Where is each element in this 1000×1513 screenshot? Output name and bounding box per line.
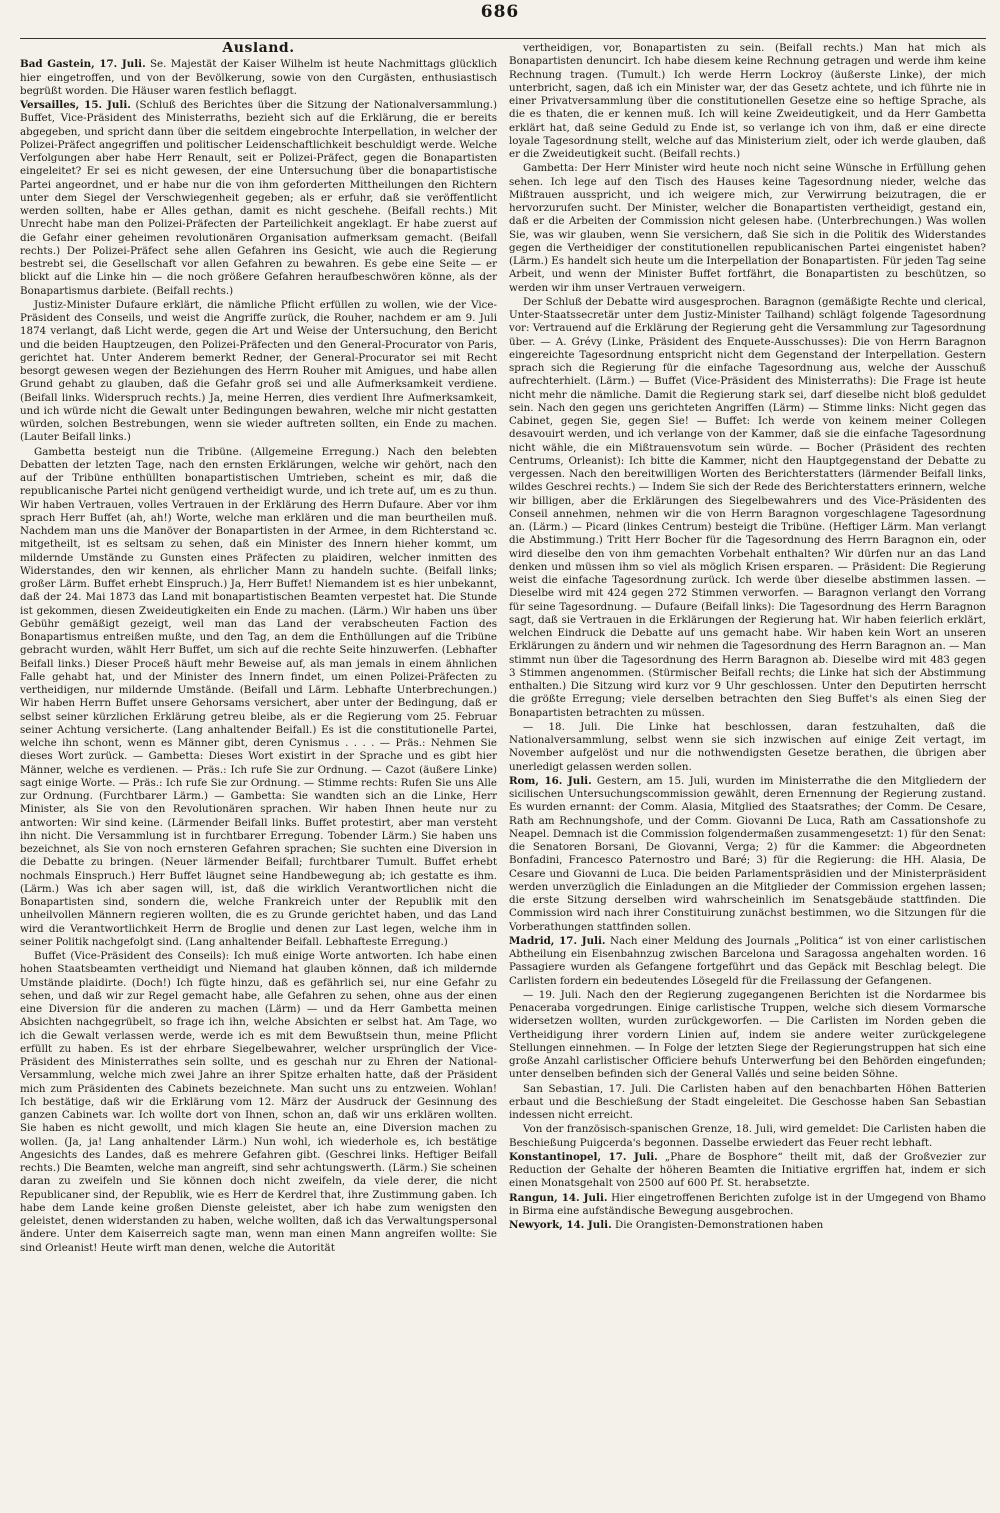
paragraph-text: Die Orangisten-Demonstrationen haben (614, 1219, 824, 1231)
paragraph-text: — 18. Juli. Die Linke hat beschlossen, daran festzuhalten, daß die Nationalversammlung, selbst wenn sie sich inzwischen auf einige Zeit vertagt, im November aufgelöst und nur die nothwendigsten Gesetze berathen, die übrigen aber unerledigt gelassen werden sollen. (509, 720, 986, 773)
dateline: Newyork, 14. Juli. (509, 1219, 612, 1231)
article-paragraph (509, 935, 986, 988)
paragraph-text: vertheidigen, vor, Bonapartisten zu sein. (Beifall rechts.) Man hat mich als Bonapartisten denuncirt. Ich habe diesem keine Rechnung getragen und werde ihm keine Rechnung tragen. (Tumult.) Ich werde Herrn Lockroy (äußerste Linke), der mich unterbricht, sagen, daß ich ein Minister war, der das Gesetz achtete, und ich führte nie in einer Privatversammlung über die constitutionellen Gesetze eine so heftige Sprache, als die es thaten, die er kennen muß. Ich will keine Zweideutigkeit, und da Herr Gambetta erklärt hat, daß seine Geduld zu Ende ist, so verlange ich von ihm, daß er eine directe loyale Tagesordnung stellt, welche auf das Ministerium zielt, oder ich werde glauben, daß er die Zweideutigkeit sucht. (Beifall rechts.) (509, 42, 986, 160)
paragraph-text: Gambetta besteigt nun die Tribüne. (Allgemeine Erregung.) Nach den belebten Debatten der letzten Tage, nach den ernsten Erklärungen, welche wir gehört, nach den auf der Tribüne enthüllten bonapartistischen Umtrieben, scheint es mir, daß die republicanische Partei nicht genügend vertheidigt wurde, und ich trete auf, um es zu thun. Wir haben Vertrauen, volles Vertrauen in der Erklärung des Herrn Dufaure. Aber vor ihm sprach Herr Buffet (ah, ah!) Worte, welche man erklären und die man beurtheilen muß. Nachdem man uns die Manöver der Bonapartisten in der Armee, in dem Richterstand ꝛc. mitgetheilt, ist es seltsam zu sehen, daß ein Minister des Innern hieher kommt, um mildernde Umstände zu Gunsten eines Präfecten zu plaidiren, welcher inmitten des Widerstandes, den wir kennen, als ehrlicher Mann zu handeln suchte. (Beifall links; großer Lärm. Buffet erhebt Einspruch.) Ja, Herr Buffet! Niemandem ist es hier unbekannt, daß der 24. Mai 1873 das Land mit bonapartistischen Beamten verpestet hat. Die Stunde ist gekommen, diesen Zweideutigkeiten ein Ende zu machen. (Lärm.) Wir haben uns über Gebühr gemäßigt gezeigt, weil man das Land der verabscheuten Faction des Bonapartismus entreißen mußte, und den Tag, an dem die Enthüllungen auf die Tribüne gebracht wurden, wählt Herr Buffet, um sich auf die rechte Seite hinzuwerfen. (Lebhafter Beifall links.) Dieser Proceß häuft mehr Beweise auf, als man jemals in einem ähnlichen Falle gehabt hat, und der Minister des Innern findet, um einen Polizei-Präfecten zu vertheidigen, nur mildernde Umstände. (Beifall und Lärm. Lebhafte Unterbrechungen.) Wir haben Herrn Buffet unsere Gehorsams versichert, aber unter der Bedingung, daß er selbst seiner kürzlichen Erklärung getreu bleibe, als er die Regierung vom 25. Februar seiner Achtung versicherte. (Lang anhaltender Beifall.) Es ist die constitutionelle Partei, welche ihn schont, wenn es Männer gibt, deren Cynismus . . . . — Präs.: Nehmen Sie dieses Wort zurück. — Gambetta: Dieses Wort existirt in der Sprache und es gibt hier Männer, welche es verdienen. — Präs.: Ich rufe Sie zur Ordnung. — Cazot (äußere Linke) sagt einige Worte. — Präs.: Ich rufe Sie zur Ordnung. — Stimme rechts: Rufen Sie uns Alle zur Ordnung. (Furchtbarer Lärm.) — Gambetta: Sie wandten sich an die Linke, Herr Minister, als Sie von den Revolutionären sprachen. Wir haben Ihnen heute nur zu antworten: Wir sind keine. (Lärmender Beifall links. Buffet protestirt, aber man versteht ihn nicht. Die Versammlung ist in furchtbarer Erregung. Tobender Lärm.) Sie haben uns bezeichnet, als Sie von noch ernsteren Gefahren sprachen; Sie suchten eine Diversion in die Debatte zu bringen. (Neuer lärmender Beifall; furchtbarer Tumult. Buffet erhebt nochmals Einspruch.) Herr Buffet läugnet seine Handbewegung ab; ich gestatte es ihm. (Lärm.) Was ich aber sagen will, ist, daß die wirklich Verantwortlichen nicht die Bonapartisten sind, sondern die, welche Frankreich unter der Republik mit den unheilvollen Männern regieren wollten, die es zu Grunde gerichtet haben, und das Land wird die Verantwortlichkeit Herrn de Broglie und denen zur Last legen, welche ihm in seiner Politik nachgefolgt sind. (Lang anhaltender Beifall. Lebhafteste Erregung.) (20, 445, 497, 948)
paragraph-text: Von der französisch-spanischen Grenze, 18. Juli, wird gemeldet: Die Carlisten haben die Beschießung Puigcerda's begonnen. Dasselbe erwiedert das Feuer recht lebhaft. (509, 1123, 986, 1149)
article-paragraph (509, 1151, 986, 1191)
paragraph-text: — 19. Juli. Nach den der Regierung zugegangenen Berichten ist die Nordarmee bis Penaceraba vorgedrungen. Einige carlistische Truppen, welche sich diesem Vormarsche widersetzen wollten, wurden zurückgeworfen. — Die Carlisten im Norden geben die Vertheidigung ihrer vordern Linien auf, indem sie andere weiter zurückgelegene Stellungen einnehmen. — In Folge der letzten Siege der Regierungstruppen hat sich eine große Anzahl carlistischer Officiere behufs Unterwerfung bei den Behörden eingefunden; unter denselben befinden sich der General Vallés und seine beiden Söhne. (509, 988, 986, 1081)
article-paragraph (509, 1083, 986, 1123)
paragraph-text: Gestern, am 15. Juli, wurden im Ministerrathe die den Mitgliedern der sicilischen Untersuchungscommission gewählt, deren Ernennung der Regierung zustand. Es wurden ernannt: der Comm. Alasia, Mitglied des Staatsrathes; der Comm. De Cesare, Rath am Rechnungshofe, und der Comm. Giovanni De Luca, Rath am Cassationshofe zu Neapel. Demnach ist die Commission folgendermaßen zusammengesetzt: 1) für den Senat: die Senatoren Borsani, De Giovanni, Verga; 2) für die Kammer: die Abgeordneten Bonfadini, Francesco Paternostro und Baré; 3) für die Regierung: die HH. Alasia, De Cesare und Giovanni de Luca. Die beiden Parlamentspräsidien und der Ministerpräsident werden unverzüglich die Einladungen an die Mitglieder der Commission ergehen lassen; die erste Sitzung derselben wird wahrscheinlich im Senatsgebäude stattfinden. Die Commission wird nach ihrer Constituirung zunächst bestimmen, wo die Sitzungen für die Vorberathungen stattfinden sollen. (509, 774, 986, 933)
dateline: Rom, 16. Juli. (509, 774, 592, 787)
article-paragraph (509, 1219, 986, 1232)
paragraph-text: Gambetta: Der Herr Minister wird heute noch nicht seine Wünsche in Erfüllung gehen sehen. Ich lege auf den Tisch des Hauses keine Tagesordnung nieder, welche das Mißtrauen ausspricht, und ich weigere mich, zur Verwirrung beizutragen, die er hervorzurufen sucht. Der Minister, welcher die Bonapartisten vertheidigt, gestand ein, daß er die Arbeiten der Commission nicht gelesen habe. (Unterbrechungen.) Was wollen Sie, was wir glauben, wenn Sie versichern, daß Sie sich in die Politik des Widerstandes gegen die Vertheidiger der constitutionellen republicanischen Partei eingenistet haben? (Lärm.) Es handelt sich heute um die Interpellation der Bonapartisten. Für jeden Tag seine Arbeit, und wenn der Minister Buffet fortfährt, die Bonapartisten zu beschützen, so werden wir ihm unser Vertrauen verweigern. (509, 162, 986, 294)
article-paragraph (20, 58, 497, 98)
article-paragraph (20, 299, 497, 445)
paragraph-text: (Schluß des Berichtes über die Sitzung der Nationalversammlung.) Buffet, Vice-Präsident des Ministerraths, bezieht sich auf die Erklärung, die er bereits abgegeben, und spricht dann über die seitdem eingebrochte Interpellation, in welcher der Polizei-Präfect angegriffen und politischer Leidenschaftlichkeit beschuldigt werde. Welche Verfolgungen aber habe Herr Renault, seit er Polizei-Präfect, gegen die Bonapartisten eingeleitet? Er sei es nicht gewesen, der eine Untersuchung über die bonapartistische Partei angeordnet, und er habe nur die von ihm geforderten Mittheilungen den Richtern unter dem Siegel der Verschwiegenheit gegeben; als er erfuhr, daß sie veröffentlicht werden sollten, habe er Alles gethan, damit es nicht geschehe. (Beifall rechts.) Mit Unrecht habe man den Polizei-Präfecten der Parteilichkeit angeklagt. Er habe zuerst auf die Gefahr einer geheimen revolutionären Organisation aufmerksam gemacht. (Beifall rechts.) Der Polizei-Präfect sehe allen Gefahren ins Gesicht, wie auch die Regierung bestrebt sei, die Gesellschaft vor allen Gefahren zu bewahren. Es gebe eine Seite — er blickt auf die Linke hin — die noch größere Gefahren heraufbeschwören könne, als der Bonapartismus darbiete. (Beifall rechts.) (20, 99, 497, 297)
article-paragraph (509, 1123, 986, 1150)
dateline: Versailles, 15. Juli. (20, 99, 131, 111)
article-paragraph (509, 1192, 986, 1219)
article-paragraph (509, 721, 986, 774)
article-paragraph (20, 99, 497, 298)
article-paragraph (20, 950, 497, 1255)
article-paragraph (509, 42, 986, 161)
paragraph-text: San Sebastian, 17. Juli. Die Carlisten haben auf den benachbarten Höhen Batterien erbaut und die Beschießung der Stadt eingeleitet. Die Geschosse haben San Sebastian indessen nicht erreicht. (509, 1082, 986, 1121)
header-rule (20, 38, 986, 39)
paragraph-text: Se. Majestät der Kaiser Wilhelm ist heute Nachmittags glücklich hier eingetroffen, und von der Bevölkerung, sowie von den Curgästen, enthusiastisch begrüßt worden. Die Häuser waren festlich beflaggt. (20, 58, 497, 97)
section-title: Ausland. (222, 42, 295, 56)
article-paragraph (20, 446, 497, 950)
dateline: Bad Gastein, 17. Juli. (20, 58, 146, 71)
paragraph-text: Justiz-Minister Dufaure erklärt, die nämliche Pflicht erfüllen zu wollen, wie der Vice-Präsident des Conseils, und weist die Angriffe zurück, die Rouher, nachdem er am 9. Juli 1874 verlangt, daß Licht werde, gegen die Art und Weise der Untersuchung, den Bericht und die beiden Hauptzeugen, den Polizei-Präfecten und den General-Procurator von Paris, gerichtet hat. Unter Anderem bemerkt Redner, der General-Procurator sei mit Recht besorgt gewesen wegen der Beziehungen des Herrn Rouher mit Amigues, und habe allen Grund gehabt zu glauben, daß die Gefahr groß sei und alle Aufmerksamkeit verdiene. (Beifall links. Widerspruch rechts.) Ja, meine Herren, dies verdient Ihre Aufmerksamkeit, und ich würde nicht die Gewalt unter Bedingungen bewahren, welche mir nicht gestatten würden, solchen Bestrebungen, wenn sie wieder auftreten sollten, ein Ende zu machen. (Lauter Beifall links.) (20, 298, 497, 444)
right-column (509, 42, 986, 1505)
paragraph-text: „Phare de Bosphore“ theilt mit, daß der Großvezier zur Reduction der Gehalte der höheren Beamten die Initiative ergriffen hat, indem er sich einen Monatsgehalt von 2500 auf 600 Pf. St. herabsetzte. (509, 1150, 986, 1190)
dateline: Konstantinopel, 17. Juli. (509, 1150, 658, 1163)
left-column (20, 42, 497, 1505)
paragraph-text: Nach einer Meldung des Journals „Politica“ ist von einer carlistischen Abtheilung ein Eisenbahnzug zwischen Barcelona und Saragossa angehalten worden. 16 Passagiere wurden als Gefangene fortgeführt und das Gepäck mit Beschlag belegt. Die Carlisten fordern ein bedeutendes Lösegeld für die Freilassung der Gefangenen. (509, 934, 986, 987)
paragraph-text: Hier eingetroffenen Berichten zufolge ist in der Umgegend von Bhamo in Birma eine aufständische Bewegung ausgebrochen. (509, 1191, 986, 1217)
article-paragraph (509, 775, 986, 934)
columns (20, 42, 986, 1505)
article-paragraph (509, 162, 986, 295)
dateline: Rangun, 14. Juli. (509, 1191, 608, 1204)
paragraph-text: Buffet (Vice-Präsident des Conseils): Ich muß einige Worte antworten. Ich habe einen hohen Staatsbeamten vertheidigt und Niemand hat glauben können, daß ich mildernde Umstände plaidirte. (Doch!) Ich fügte hinzu, daß es gefährlich sei, nur eine Gefahr zu sehen, und daß wir zur Regel gemacht habe, alle Gefahren zu sehen, ohne aus der einen eine Diversion für die anderen zu machen (Lärm) — und da Herr Gambetta meinen Absichten nachgegrübelt, so frage ich ihn, welche Absichten er selbst hat. Am Tage, wo ich die Gewalt verlassen werde, werde ich es mit dem Bewußtsein thun, meine Pflicht erfüllt zu haben. Es ist der ehrbare Siegelbewahrer, welcher ursprünglich der Vice-Präsident des Ministerrathes sein sollte, und es geschah nur zu Ehren der National-Versammlung, welche mich zwei Jahre an ihrer Spitze erhalten hatte, daß der Präsident mich zum Präsidenten des Cabinets bezeichnete. Man sucht uns zu entzweien. Wohlan! Ich bestätige, daß wir die Erklärung vom 12. März der Ausdruck der Gesinnung des ganzen Cabinets war. Ich wollte dort von Ihnen, schon an, daß wir uns erklären wollten. Sie haben es nicht gewollt, und mich klagen Sie heute an, eine Diversion machen zu wollen. (Ja, ja! Lang anhaltender Lärm.) Nun wohl, ich wiederhole es, ich bestätige Angesichts des Landes, daß es mehrere Gefahren gibt. (Geschrei links. Heftiger Beifall rechts.) Die Beamten, welche man angreift, sind sehr achtungswerth. (Lärm.) Sie scheinen daran zu zweifeln und Sie können doch nicht zweifeln, da viele derer, die nicht Republicaner sind, der Republik, wie es Herr de Kerdrel that, ihre Zustimmung gaben. Ich habe dem Lande keine großen Dienste geleistet, aber ich habe zum wenigsten den geleistet, denen widerstanden zu haben, welche wollten, daß ich das Verwaltungspersonal ändere. Unter dem Kaiserreich sagte man, wenn man einen Mann angreifen wollte: Sie sind Orleanist! Heute wirft man denen, welche die Autorität (20, 950, 497, 1254)
article-paragraph (509, 989, 986, 1082)
article-paragraph (509, 296, 986, 720)
dateline: Madrid, 17. Juli. (509, 934, 606, 947)
paragraph-text: Der Schluß der Debatte wird ausgesprochen. Baragnon (gemäßigte Rechte und clerical, Unter-Staatssecretär unter dem Justiz-Minister Tailhand) schlägt folgende Tagesordnung vor: Vertrauend auf die Erklärung der Regierung geht die Versammlung zur Tagesordnung über. — A. Grévy (Linke, Präsident des Enquete-Ausschusses): Die von Herrn Baragnon eingereichte Tagesordnung entspricht nicht dem Gegenstand der Interpellation. Gestern sprach sich die Regierung für die einfache Tagesordnung aus, welche der Ausschuß aufrechterhielt. (Lärm.) — Buffet (Vice-Präsident des Ministerraths): Die Frage ist heute nicht mehr die nämliche. Damit die Regierung stark sei, darf dieselbe nicht bloß geduldet sein. Nach den gegen uns gerichteten Angriffen (Lärm) — Stimme links: Nicht gegen das Cabinet, gegen Sie, gegen Sie! — Buffet: Ich werde von keinem meiner Collegen desavouirt werden, und ich verlange von der Kammer, daß sie die einfache Tagesordnung nicht wähle, die ein Mißtrauensvotum sein würde. — Bocher (Präsident des rechten Centrums, Orleanist): Ich bitte die Kammer, nicht den Hauptgegenstand der Debatte zu vergessen. Nach den bereitwilligen Worten des Berichterstatters (lärmender Beifall links, wildes Geschrei rechts.) — Indem Sie sich der Rede des Berichterstatters erinnern, welche wir billigen, aber die Erklärungen des Siegelbewahrers und des Vice-Präsidenten des Conseil annehmen, nehmen wir die von Herrn Baragnon vorgeschlagene Tagesordnung an. (Lärm.) — Picard (linkes Centrum) besteigt die Tribüne. (Heftiger Lärm. Man verlangt die Abstimmung.) Tritt Herr Bocher für die Tagesordnung des Herrn Baragnon ein, oder wird dieselbe den von ihm gemachten Vorbehalt enthalten? Wir dürfen nur an das Land denken und müssen ihm so viel als möglich Krisen ersparen. — Präsident: Die Regierung weist die einfache Tagesordnung zurück. Ich werde über dieselbe abstimmen lassen. — Dieselbe wird mit 424 gegen 272 Stimmen verworfen. — Baragnon verlangt den Vorrang für seine Tagesordnung. — Dufaure (Beifall links): Die Tagesordnung des Herrn Baragnon sagt, daß sie Vertrauen in die Erklärungen der Regierung hat. Wir haben feierlich erklärt, welchen Eindruck die Debatte auf uns gemacht habe. Wir haben kein Wort an unseren Erklärungen zu ändern und wir nehmen die Tagesordnung des Herrn Baragnon an. — Man stimmt nun über die Tagesordnung des Herrn Baragnon ab. Dieselbe wird mit 483 gegen 3 Stimmen angenommen. (Stürmischer Beifall rechts; die Linke hat sich der Abstimmung enthalten.) Die Sitzung wird kurz vor 9 Uhr geschlossen. Unter den Deputirten herrscht die größte Erregung; viele derselben betrachten den Sieg Buffet's als einen Sieg der Bonapartisten betrachten zu müssen. (509, 295, 986, 719)
page-number: 686 (480, 2, 520, 22)
